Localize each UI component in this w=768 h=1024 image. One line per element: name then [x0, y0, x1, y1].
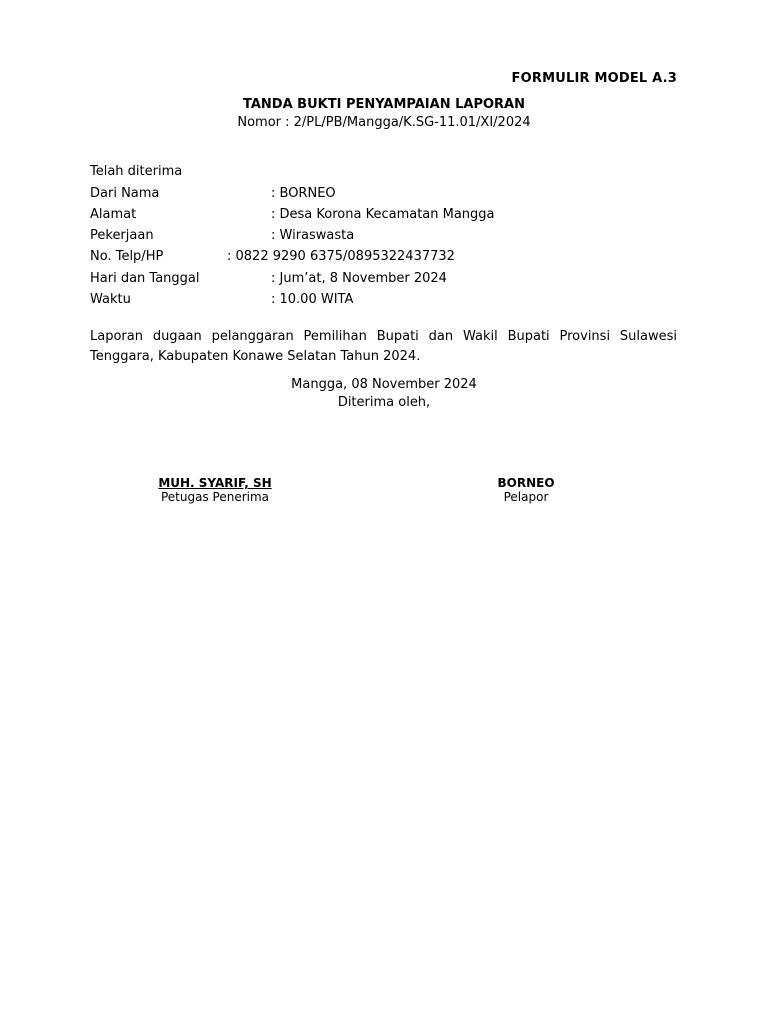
reporter-name: BORNEO [497, 476, 555, 490]
officer-name: MUH. SYARIF, SH [158, 476, 272, 490]
document-title: TANDA BUKTI PENYAMPAIAN LAPORAN [243, 97, 525, 112]
field-label: No. Telp/HP [90, 249, 164, 264]
field-value: : Wiraswasta [271, 228, 355, 243]
document-number: Nomor : 2/PL/PB/Mangga/K.SG-11.01/XI/2024 [237, 115, 531, 130]
field-value: : 10.00 WITA [271, 292, 354, 307]
field-label: Hari dan Tanggal [90, 271, 200, 286]
field-label: Pekerjaan [90, 228, 154, 243]
field-value: : Desa Korona Kecamatan Mangga [271, 207, 495, 222]
form-code: FORMULIR MODEL A.3 [511, 71, 677, 86]
report-paragraph: Laporan dugaan pelanggaran Pemilihan Bupati dan Wakil Bupati Provinsi Sulawesi Tenggara, Kabupaten Konawe Selatan Tahun 2024. [90, 329, 677, 364]
reporter-signature [426, 476, 626, 504]
field-label: Waktu [90, 292, 131, 307]
received-by: Diterima oleh, [337, 395, 431, 410]
reporter-role: Pelapor [503, 490, 549, 504]
field-value: : Jum’at, 8 November 2024 [271, 271, 447, 286]
place-date: Mangga, 08 November 2024 [291, 377, 477, 392]
officer-signature [115, 476, 315, 504]
received-label: Telah diterima [90, 164, 183, 179]
field-label: Alamat [90, 207, 137, 222]
officer-role: Petugas Penerima [160, 490, 270, 504]
field-label: Dari Nama [90, 186, 160, 201]
field-value: : 0822 9290 6375/0895322437732 [227, 249, 455, 264]
field-value: : BORNEO [271, 186, 336, 201]
